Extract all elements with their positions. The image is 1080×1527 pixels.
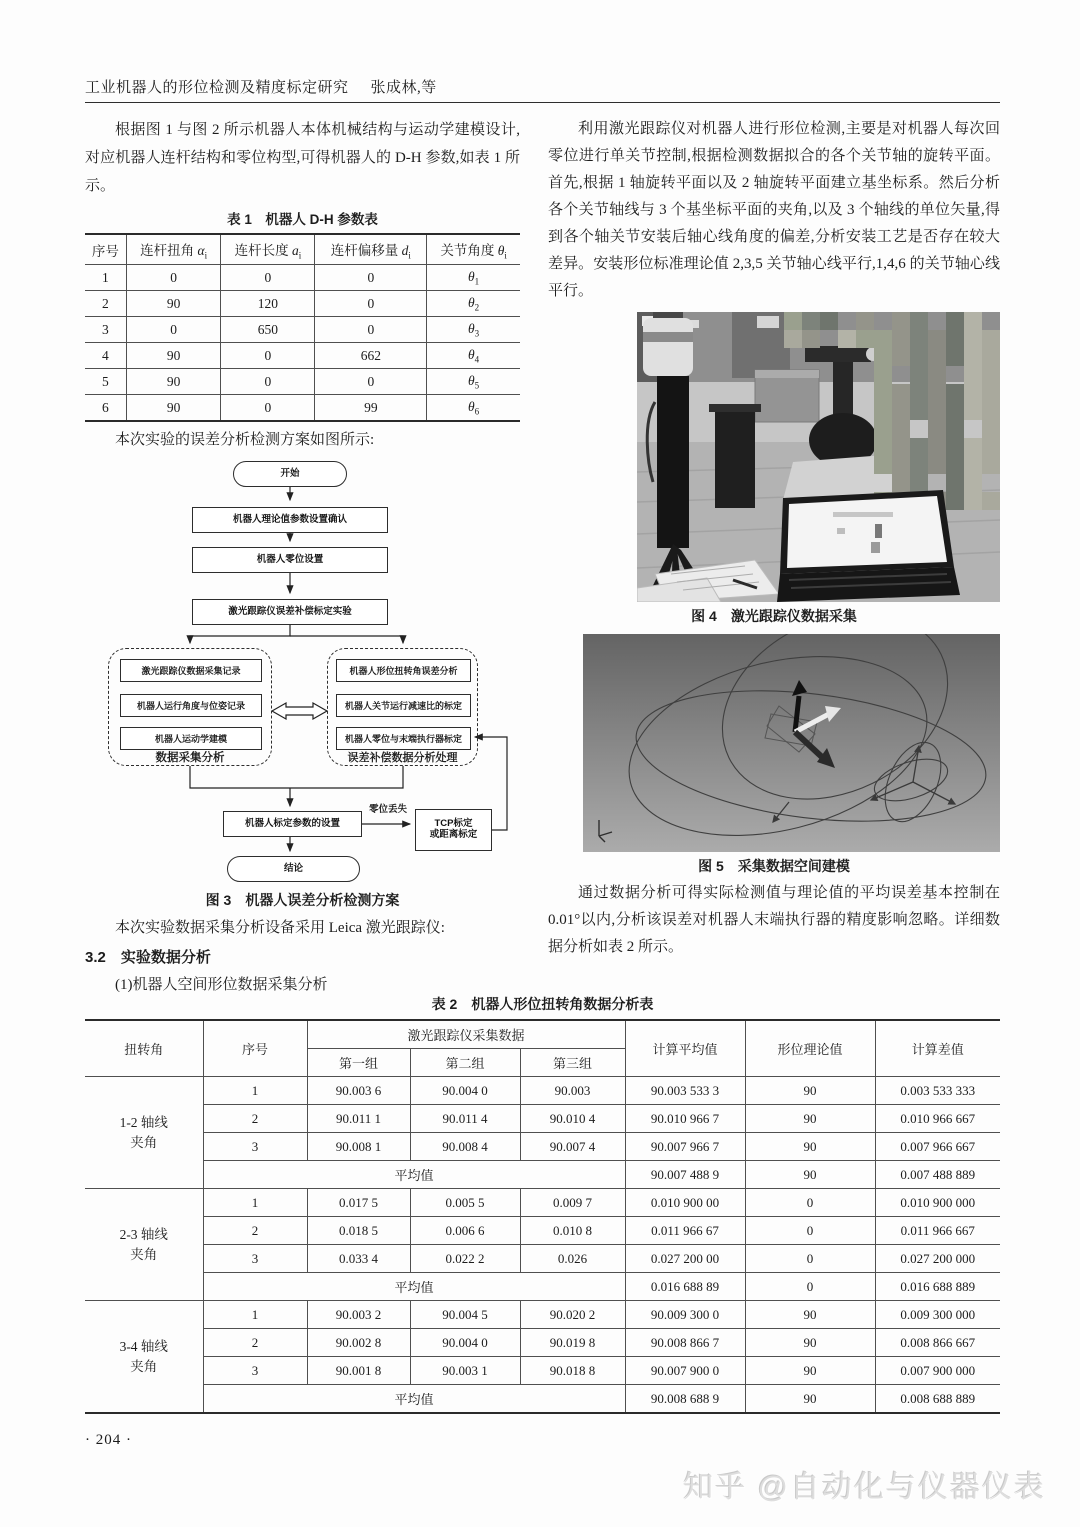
table2-cell: 0.010 966 667 [875,1105,1000,1133]
figure-3-caption: 图 3 机器人误差分析检测方案 [205,892,400,908]
table2-cell: 0.010 8 [520,1217,625,1245]
figure-4-caption: 图 4 激光跟踪仪数据采集 [691,608,857,624]
table2-cell: 90.007 966 7 [625,1133,745,1161]
flow-group-error-compensation [327,648,478,766]
page-number: · 204 · [85,1432,132,1448]
table1-header-row [85,235,520,265]
flow-item: 机器人运行角度与位姿记录 [120,694,262,717]
table2-cell: 0.027 200 000 [875,1245,1000,1273]
table2-cell: 90.018 8 [520,1357,625,1385]
table2-cell: 0.005 5 [410,1189,520,1217]
flowchart-intro: 本次实验的误差分析检测方案如图所示: [115,432,375,448]
table2-cell: 90.011 4 [410,1105,520,1133]
watermark: 知乎 @自动化与仪器仪表 [683,1471,1046,1504]
table2-cell: 90.001 8 [307,1357,410,1385]
table2-cell: 90.003 533 3 [625,1077,745,1105]
table1-row [85,395,520,421]
table2-row [85,1105,1000,1133]
table2-row [85,1133,1000,1161]
table1-cell: 90 [126,369,221,395]
table1-cell: $\theta_3$ [427,317,520,343]
table1-header-cell: 连杆长度 $a_i$ [221,235,315,265]
table2-header-row [85,1021,1000,1049]
figure-5-caption: 图 5 采集数据空间建模 [698,858,850,874]
table2-cell: 1 [203,1189,307,1217]
table2-cell: 0.010 900 000 [875,1189,1000,1217]
table1-cell: $\theta_1$ [427,265,520,291]
flow-step-tracker-calibration: 激光跟踪仪误差补偿标定实验 [192,599,388,625]
running-head [85,76,1000,97]
table1-cell: 5 [85,369,126,395]
table2-cell: 90 [745,1301,875,1329]
col-header-tracker-data: 激光跟踪仪采集数据 [307,1021,625,1049]
table2-cell: 90.007 4 [520,1133,625,1161]
table2-cell: 90.008 866 7 [625,1329,745,1357]
flow-item: 机器人零位与末端执行器标定 [336,727,471,750]
table2-cell: 90.003 2 [307,1301,410,1329]
table2-cell: 90.010 4 [520,1105,625,1133]
table2-cell: 0.008 688 889 [875,1385,1000,1413]
left-column [85,116,520,999]
table2-cell: 0.018 5 [307,1217,410,1245]
table2-cell: 0.033 4 [307,1245,410,1273]
table1-header-cell: 序号 [85,235,126,265]
table1-header-cell: 关节角度 $\theta_i$ [427,235,520,265]
table1-cell: 0 [221,395,315,421]
flow-group-label: 数据采集分析 [155,752,225,764]
table1-cell: $\theta_5$ [427,369,520,395]
paper-authors: 张成林,等 [370,80,437,96]
col-header-group3: 第三组 [520,1049,625,1077]
table2-cell: 0.009 7 [520,1189,625,1217]
table1 [85,233,520,422]
paragraph: 利用激光跟踪仪对机器人进行形位检测,主要是对机器人每次回零位进行单关节控制,根据检测数据拟合的各个关节轴的旋转平面。首先,根据 1 轴旋转平面以及 2 轴旋转平面建立基坐标系。然后分析各个关节轴线与 3 个基坐标平面的夹角,以及 3 个轴线的单位矢量,得到各个轴关节安装后轴心线角度的偏差,分析安装工艺是否存在较大差异。安装形位标准理论值 2,3,5 关节轴心线平行,1,4,6 的关节轴心线平行。 [548,121,1000,299]
table2-cell: 0.008 866 667 [875,1329,1000,1357]
double-arrow [272,703,327,719]
col-header-diff: 计算差值 [875,1021,1000,1077]
table2 [85,1019,1000,1414]
flow-item: 机器人形位扭转角误差分析 [336,659,471,682]
table2-cell: 90.019 8 [520,1329,625,1357]
flow-start: 开始 [233,461,347,487]
table2-cell: 90.002 8 [307,1329,410,1357]
table2-cell: 0 [745,1217,875,1245]
table2-row [85,1217,1000,1245]
table1-cell: 0 [221,369,315,395]
table2-cell: 1 [203,1301,307,1329]
flow-step-calibration-params: 机器人标定参数的设置 [223,811,362,837]
table2-cell: 90.003 6 [307,1077,410,1105]
table2-cell: 0.016 688 889 [875,1273,1000,1301]
table1-cell: 0 [126,265,221,291]
table1-cell: 2 [85,291,126,317]
table1-header-cell: 连杆扭角 $\alpha_i$ [126,235,221,265]
table2-average-row [85,1385,1000,1413]
table2-row [85,1329,1000,1357]
table2-cell: 0.016 688 89 [625,1273,745,1301]
table2-cell: 0.027 200 00 [625,1245,745,1273]
table2-cell: 0.022 2 [410,1245,520,1273]
flow-item: 机器人关节运行减速比的标定 [336,694,471,717]
table1-row [85,369,520,395]
table2-cell: 0.011 966 67 [625,1217,745,1245]
table1-row [85,343,520,369]
table1-cell: 90 [126,343,221,369]
table1-row [85,291,520,317]
table2-cell: 90.008 4 [410,1133,520,1161]
table2-cell: 1 [203,1077,307,1105]
table1-cell: 3 [85,317,126,343]
table2-cell: 90.008 1 [307,1133,410,1161]
figure-3-flowchart [85,456,520,886]
table1-cell: 0 [315,369,427,395]
paragraph: 根据图 1 与图 2 所示机器人本体机械结构与运动学建模设计,对应机器人连杆结构和零位构型,可得机器人的 D-H 参数,如表 1 所示。 [85,122,520,194]
list-item: (1)机器人空间形位数据采集分析 [115,977,328,993]
table2-cell: 0 [745,1189,875,1217]
col-header-theory: 形位理论值 [745,1021,875,1077]
table1-row [85,317,520,343]
col-header-avg: 计算平均值 [625,1021,745,1077]
flow-tcp-line1: TCP标定 [434,818,473,830]
table1-cell: 650 [221,317,315,343]
flow-group-label: 误差补偿数据分析处理 [347,752,458,764]
table2-cell: 3 [203,1357,307,1385]
table2-row [85,1245,1000,1273]
paper-title: 工业机器人的形位检测及精度标定研究 [85,80,349,96]
table2-cell: 0.007 966 667 [875,1133,1000,1161]
table2-row [85,1301,1000,1329]
table2-cell: 90.011 1 [307,1105,410,1133]
table1-cell: $\theta_4$ [427,343,520,369]
table2-cell: 0.003 533 333 [875,1077,1000,1105]
table1-cell: 90 [126,291,221,317]
flow-end: 结论 [227,856,360,882]
table2-cell: 90.003 [520,1077,625,1105]
table2-cell: 0.007 488 889 [875,1161,1000,1189]
table2-section [85,986,1000,1414]
flow-item: 激光跟踪仪数据采集记录 [120,659,262,682]
table2-average-row [85,1161,1000,1189]
table2-cell: 90.020 2 [520,1301,625,1329]
table2-cell: 0.009 300 000 [875,1301,1000,1329]
table1-cell: 0 [315,291,427,317]
table1-cell: 120 [221,291,315,317]
table1-title: 表 1 机器人 D-H 参数表 [227,212,378,227]
table1-cell: $\theta_2$ [427,291,520,317]
table2-cell: 90.003 1 [410,1357,520,1385]
figure-5-3d-model [583,634,1000,852]
table2-cell: 90.007 488 9 [625,1161,745,1189]
table2-cell: 90 [745,1329,875,1357]
section-heading-3-2: 3.2 实验数据分析 [85,949,211,966]
flow-step-zero-setting: 机器人零位设置 [192,547,388,573]
table2-row [85,1077,1000,1105]
table2-cell: 90 [745,1385,875,1413]
table2-cell: 0.010 900 00 [625,1189,745,1217]
table1-cell: 4 [85,343,126,369]
table2-average-label: 平均值 [203,1273,625,1301]
table2-title: 表 2 机器人形位扭转角数据分析表 [431,996,654,1012]
table2-cell: 90.004 0 [410,1329,520,1357]
table2-cell: 90 [745,1105,875,1133]
table2-average-row [85,1273,1000,1301]
table2-cell: 90 [745,1357,875,1385]
table1-header-cell: 连杆偏移量 $d_i$ [315,235,427,265]
table1-cell: 662 [315,343,427,369]
table2-cell: 90.004 5 [410,1301,520,1329]
table1-cell: 99 [315,395,427,421]
table2-row [85,1357,1000,1385]
right-column [548,116,1000,961]
table2-angle-cell: 3-4 轴线 夹角 [85,1301,203,1413]
table2-cell: 2 [203,1329,307,1357]
table2-cell: 90.009 300 0 [625,1301,745,1329]
table1-cell: $\theta_6$ [427,395,520,421]
table2-cell: 0.026 [520,1245,625,1273]
flow-step-tcp-calibration [415,809,492,851]
table1-cell: 0 [221,265,315,291]
table2-cell: 0 [745,1273,875,1301]
table1-row [85,265,520,291]
table2-cell: 90.008 688 9 [625,1385,745,1413]
col-header-seq: 序号 [203,1021,307,1077]
table2-average-label: 平均值 [203,1385,625,1413]
table1-cell: 0 [315,317,427,343]
table2-cell: 0 [745,1245,875,1273]
flow-step-theory-params: 机器人理论值参数设置确认 [192,507,388,533]
table2-average-label: 平均值 [203,1161,625,1189]
table1-cell: 90 [126,395,221,421]
table2-cell: 0.006 6 [410,1217,520,1245]
table1-cell: 1 [85,265,126,291]
paragraph: 本次实验数据采集分析设备采用 Leica 激光跟踪仪: [115,920,445,936]
table2-cell: 90.007 900 0 [625,1357,745,1385]
table1-cell: 0 [126,317,221,343]
flow-tcp-line2: 或距离标定 [429,829,478,840]
flow-group-data-collection [108,648,272,766]
table2-cell: 90 [745,1161,875,1189]
table2-cell: 0.011 966 667 [875,1217,1000,1245]
header-rule [85,102,1000,103]
col-header-angle: 扭转角 [85,1021,203,1077]
table2-angle-cell: 2-3 轴线 夹角 [85,1189,203,1301]
table2-cell: 0.017 5 [307,1189,410,1217]
col-header-group2: 第二组 [410,1049,520,1077]
figure-4-photo [637,312,1000,602]
table1-cell: 0 [221,343,315,369]
table2-cell: 3 [203,1245,307,1273]
table2-row [85,1189,1000,1217]
table2-angle-cell: 1-2 轴线 夹角 [85,1077,203,1189]
table2-cell: 2 [203,1105,307,1133]
col-header-group1: 第一组 [307,1049,410,1077]
table2-cell: 90 [745,1077,875,1105]
flow-item: 机器人运动学建模 [120,727,262,750]
laptop [777,490,960,602]
paragraph: 通过数据分析可得实际检测值与理论值的平均误差基本控制在 0.01°以内,分析该误差对机器人末端执行器的精度影响忽略。详细数据分析如表 2 所示。 [548,885,1000,955]
flow-branch-label: 零位丢失 [368,804,407,815]
table1-cell: 6 [85,395,126,421]
table2-cell: 90 [745,1133,875,1161]
table2-cell: 2 [203,1217,307,1245]
table1-cell: 0 [315,265,427,291]
table2-cell: 90.004 0 [410,1077,520,1105]
table2-cell: 3 [203,1133,307,1161]
table2-cell: 0.007 900 000 [875,1357,1000,1385]
table2-cell: 90.010 966 7 [625,1105,745,1133]
